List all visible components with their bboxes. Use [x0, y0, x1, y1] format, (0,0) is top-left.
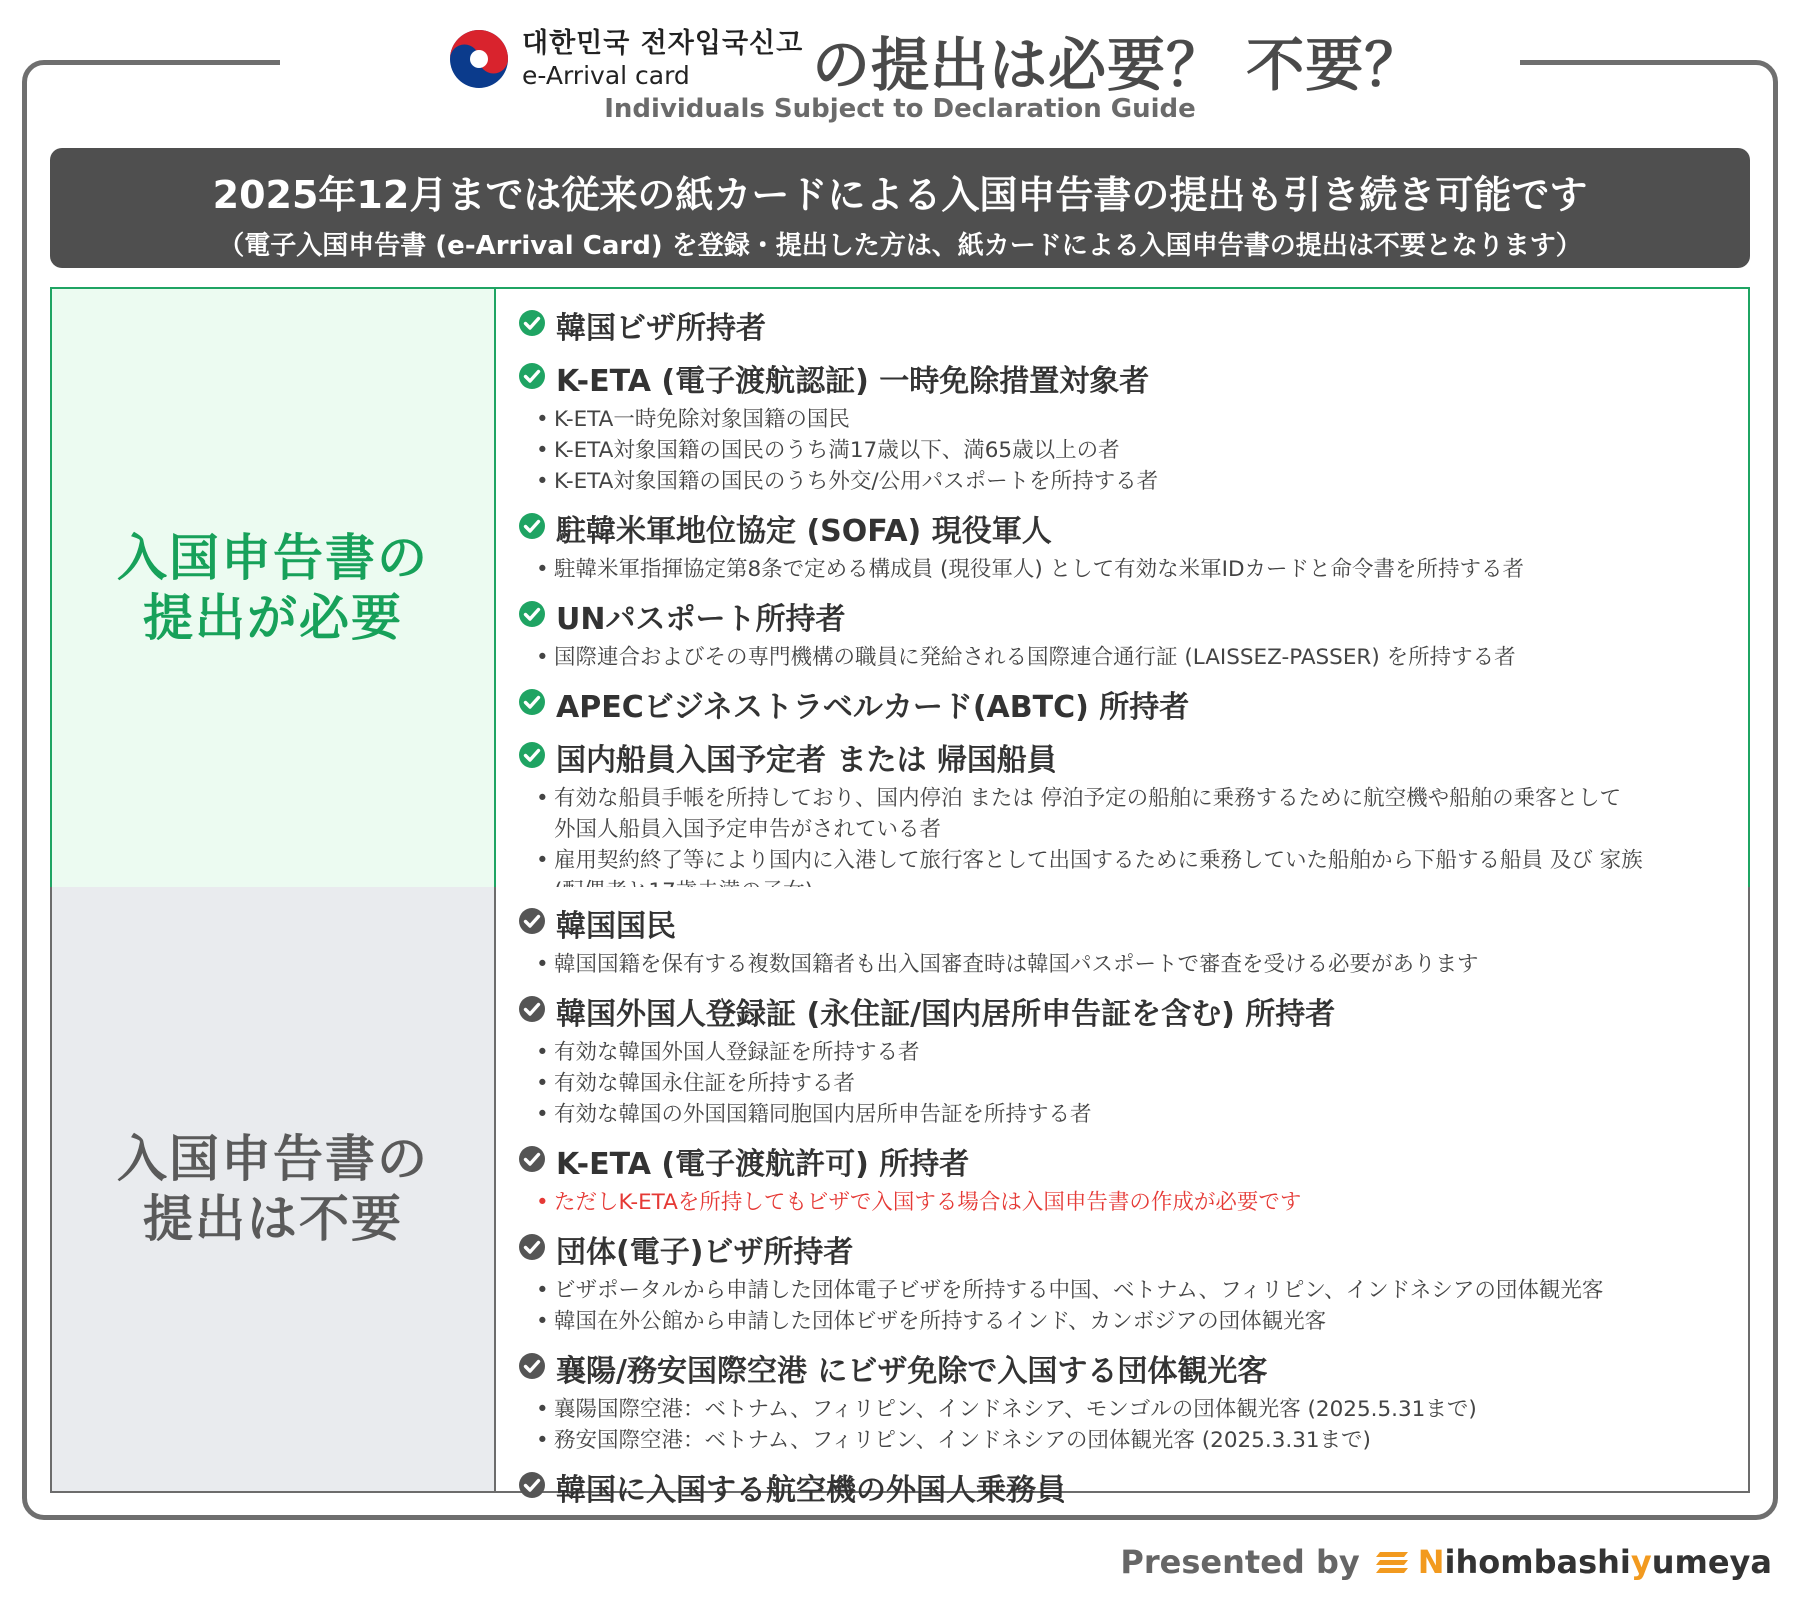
logo-english-text: e-Arrival card	[522, 60, 690, 90]
not-required-list	[518, 901, 1734, 1518]
nihombashiyumeya-stripes-icon	[1374, 1546, 1410, 1578]
item-title: K-ETA (電子渡航認証) 一時免除措置対象者	[556, 364, 1150, 399]
brand-name[interactable]	[1418, 1543, 1772, 1581]
list-item	[518, 1227, 1734, 1337]
page-title: の提出は必要？ 不要？	[812, 31, 1424, 99]
item-detail: • 国際連合およびその専門機構の職員に発給される国際連合通行証 (LAISSEZ-PASSER) を所持する者	[518, 642, 1734, 673]
list-item	[518, 1346, 1734, 1456]
check-circle-green-icon	[518, 309, 546, 337]
check-circle-green-icon	[518, 600, 546, 628]
not-required-label	[52, 887, 496, 1491]
required-section	[50, 287, 1750, 889]
item-detail: • 駐韓米軍指揮協定第8条で定める構成員 (現役軍人) として有効な米軍IDカードと命令書を所持する者	[518, 554, 1734, 585]
item-title: APECビジネストラベルカード(ABTC) 所持者	[556, 690, 1190, 725]
check-circle-green-icon	[518, 688, 546, 716]
check-circle-dark-icon	[518, 1352, 546, 1380]
item-detail: • ビザポータルから申請した団体電子ビザを所持する中国、ベトナム、フィリピン、インドネシアの団体観光客	[518, 1275, 1734, 1306]
item-title: 韓国外国人登録証 (永住証/国内居所申告証を含む) 所持者	[556, 997, 1336, 1032]
item-heading	[518, 682, 1734, 726]
item-detail: 外国人船員入国予定申告がされている者	[554, 817, 942, 842]
list-item	[518, 506, 1734, 585]
brand-part2: ihombashi	[1444, 1543, 1631, 1581]
item-heading	[518, 1465, 1734, 1509]
required-label-line1: 入国申告書の	[117, 529, 429, 587]
check-circle-dark-icon	[518, 1145, 546, 1173]
item-title: 韓国国民	[556, 909, 676, 944]
required-label	[52, 289, 496, 887]
item-heading	[518, 506, 1734, 550]
list-item	[518, 901, 1734, 980]
check-circle-dark-icon	[518, 1233, 546, 1261]
list-item	[518, 1139, 1734, 1218]
brand-part3: y	[1630, 1543, 1652, 1581]
item-title: 団体(電子)ビザ所持者	[556, 1235, 854, 1270]
item-detail: • K-ETA対象国籍の国民のうち満17歳以下、満65歳以上の者	[518, 435, 1734, 466]
brand-part4: umeya	[1651, 1543, 1772, 1581]
item-detail: • K-ETA一時免除対象国籍の国民	[518, 404, 1734, 435]
check-circle-green-icon	[518, 512, 546, 540]
item-detail: • 襄陽国際空港：ベトナム、フィリピン、インドネシア、モンゴルの団体観光客 (2025.5.31まで)	[518, 1394, 1734, 1425]
item-heading	[518, 1227, 1734, 1271]
item-heading	[518, 1139, 1734, 1183]
presented-by-footer	[1120, 1543, 1772, 1581]
item-detail: • K-ETA対象国籍の国民のうち外交/公用パスポートを所持する者	[518, 466, 1734, 497]
banner-sub-text: （電子入国申告書 (e-Arrival Card) を登録・提出した方は、紙カードによる入国申告書の提出は不要となります）	[218, 231, 1582, 261]
item-detail: • 有効な韓国外国人登録証を所持する者	[518, 1037, 1734, 1068]
logo-korean-text: 대한민국 전자입국신고	[522, 27, 804, 59]
required-label-line2: 提出が必要	[143, 589, 403, 647]
item-heading	[518, 356, 1734, 400]
check-circle-green-icon	[518, 362, 546, 390]
item-detail: • ただしK-ETAを所持してもビザで入国する場合は入国申告書の作成が必要です	[518, 1187, 1734, 1218]
item-heading	[518, 989, 1734, 1033]
page-subtitle: Individuals Subject to Declaration Guide	[604, 94, 1196, 124]
item-heading	[518, 1346, 1734, 1390]
list-item	[518, 303, 1734, 347]
korea-taegeuk-logo-icon	[448, 28, 510, 90]
check-circle-dark-icon	[518, 907, 546, 935]
item-title: 韓国ビザ所持者	[556, 311, 766, 346]
check-circle-green-icon	[518, 741, 546, 769]
check-circle-dark-icon	[518, 995, 546, 1023]
item-detail: • 韓国在外公館から申請した団体ビザを所持するインド、カンボジアの団体観光客	[518, 1306, 1734, 1337]
list-item	[518, 594, 1734, 673]
brand-part1: N	[1417, 1543, 1445, 1581]
banner-main-text: 2025年12月までは従来の紙カードによる入国申告書の提出も引き続き可能です	[212, 173, 1588, 217]
not-required-section	[50, 887, 1750, 1508]
check-circle-dark-icon	[518, 1471, 546, 1499]
list-item	[518, 682, 1734, 726]
item-detail: • 韓国国籍を保有する複数国籍者も出入国審査時は韓国パスポートで審査を受ける必要があります	[518, 949, 1734, 980]
item-title: 襄陽/務安国際空港 にビザ免除で入国する団体観光客	[556, 1354, 1268, 1389]
not-required-label-line2: 提出は不要	[143, 1190, 403, 1248]
item-heading	[518, 735, 1734, 779]
required-list	[518, 303, 1734, 916]
item-title: 駐韓米軍地位協定 (SOFA) 現役軍人	[556, 514, 1052, 549]
item-title: UNパスポート所持者	[556, 602, 846, 637]
presented-by-text: Presented by	[1120, 1543, 1360, 1581]
item-detail: • 雇用契約終了等により国内に入港して旅行客として出国するために乗務していた船舶から下船する船員 及び 家族	[518, 845, 1734, 876]
notice-banner	[50, 148, 1750, 268]
item-heading	[518, 303, 1734, 347]
item-detail: • 有効な韓国の外国国籍同胞国内居所申告証を所持する者	[518, 1099, 1734, 1130]
list-item	[518, 1465, 1734, 1509]
item-heading	[518, 901, 1734, 945]
item-detail: • 務安国際空港：ベトナム、フィリピン、インドネシアの団体観光客 (2025.3.31まで)	[518, 1425, 1734, 1456]
e-arrival-logo	[448, 28, 803, 90]
item-detail: • 有効な船員手帳を所持しており、国内停泊 または 停泊予定の船舶に乗務するために航空機や船舶の乗客として	[518, 783, 1734, 814]
item-detail: • 有効な韓国永住証を所持する者	[518, 1068, 1734, 1099]
list-item	[518, 356, 1734, 497]
list-item	[518, 989, 1734, 1130]
not-required-label-line1: 入国申告書の	[117, 1130, 429, 1188]
item-title: 韓国に入国する航空機の外国人乗務員	[556, 1473, 1066, 1508]
list-item	[518, 735, 1734, 907]
item-title: K-ETA (電子渡航許可) 所持者	[556, 1147, 970, 1182]
item-heading	[518, 594, 1734, 638]
item-title: 国内船員入国予定者 または 帰国船員	[556, 743, 1057, 778]
